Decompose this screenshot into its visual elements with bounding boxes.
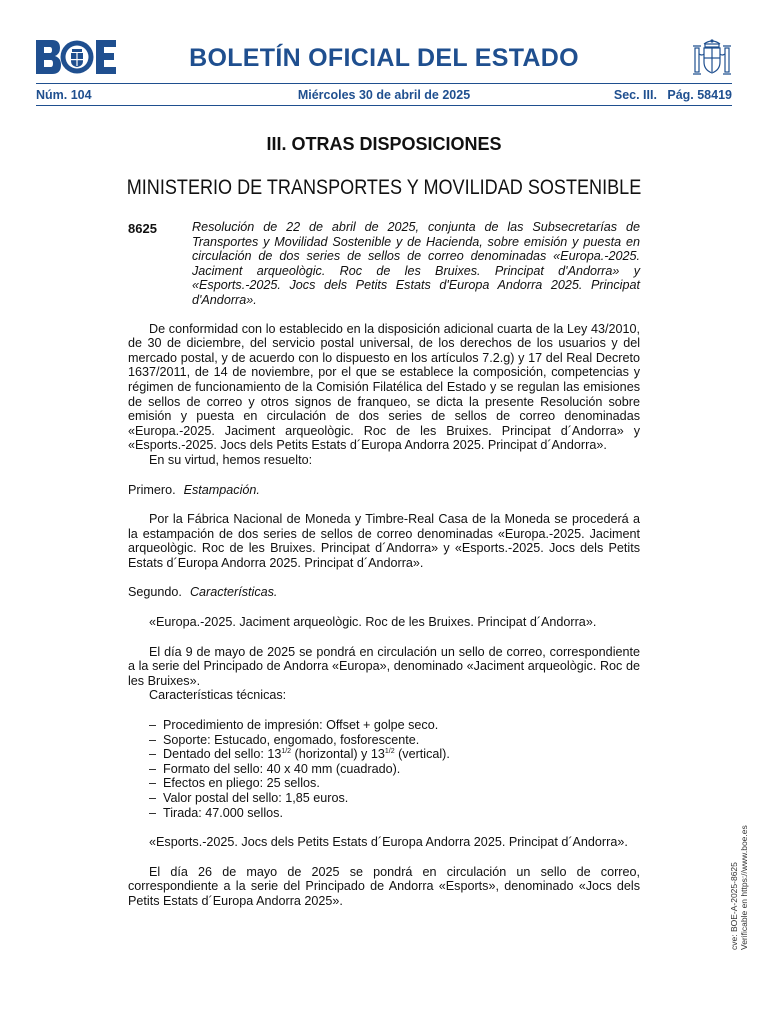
section-page: Sec. III. Pág. 58419 bbox=[613, 88, 732, 102]
cve-code: cve: BOE-A-2025-8625 bbox=[729, 862, 739, 950]
document-body bbox=[128, 220, 640, 909]
list-item: – Efectos en pliego: 25 sellos. bbox=[149, 776, 640, 791]
list-item: – Procedimiento de impresión: Offset + golpe seco. bbox=[149, 718, 640, 733]
paragraph: El día 9 de mayo de 2025 se pondrá en circulación un sello de correo, correspondiente a la serie del Principado de Andorra «Europa», denominado «Jaciment arqueològic. Roc de les Bruixes». bbox=[128, 644, 640, 688]
verification-note bbox=[729, 825, 749, 950]
paragraph: El día 26 de mayo de 2025 se pondrá en circulación un sello de correo, correspondiente a la serie del Principado de Andorra «Esports», denominado «Jocs dels Petits Estats d´Europa Andorra 2025». bbox=[128, 864, 640, 908]
article-label: Segundo. bbox=[128, 585, 182, 600]
paragraph: En su virtud, hemos resuelto: bbox=[149, 452, 313, 467]
list-item bbox=[149, 747, 640, 762]
list-item: – Valor postal del sello: 1,85 euros. bbox=[149, 791, 640, 806]
header-rule-top bbox=[36, 83, 732, 84]
paragraph: «Europa.-2025. Jaciment arqueològic. Roc de les Bruixes. Principat d´Andorra». bbox=[149, 615, 597, 630]
list-item-text: Dentado del sello: 13 bbox=[163, 747, 282, 762]
resolution-summary: Resolución de 22 de abril de 2025, conjunta de las Subsecretarías de Transportes y Movilidad Sostenible y de Hacienda, sobre emisión y puesta en circulación de dos series de sellos de correo denominadas «Europa.-2025. Jaciment arqueològic. Roc de les Bruixes. Principat d'Andorra» y «Esports.-2025. Jocs dels Petits Estats d'Europa Andorra 2025. Principat d'Andorra». bbox=[192, 220, 640, 307]
article-title: Características. bbox=[189, 585, 278, 600]
article-heading bbox=[128, 483, 640, 498]
bulletin-title: BOLETÍN OFICIAL DEL ESTADO bbox=[189, 44, 579, 72]
resolution-header bbox=[128, 220, 640, 308]
issue-date: Miércoles 30 de abril de 2025 bbox=[297, 88, 471, 102]
article-heading bbox=[128, 585, 640, 600]
superscript: 1/2 bbox=[281, 748, 292, 756]
list-item: – Formato del sello: 40 x 40 mm (cuadrado). bbox=[149, 762, 640, 777]
paragraph: Características técnicas: bbox=[149, 688, 287, 703]
list-item: – Tirada: 47.000 sellos. bbox=[149, 806, 640, 821]
article-label: Primero. bbox=[128, 482, 176, 497]
paragraph: «Esports.-2025. Jocs dels Petits Estats d´Europa Andorra 2025. Principat d´Andorra». bbox=[149, 835, 628, 850]
ministry-title: MINISTERIO DE TRANSPORTES Y MOVILIDAD SOSTENIBLE bbox=[126, 176, 642, 199]
verify-link[interactable]: Verificable en https://www.boe.es bbox=[739, 825, 749, 950]
issue-number: Núm. 104 bbox=[36, 88, 92, 102]
list-item-text: (vertical). bbox=[394, 747, 450, 762]
list-item-text: (horizontal) y 13 bbox=[291, 747, 385, 762]
superscript: 1/2 bbox=[384, 748, 395, 756]
technical-list bbox=[128, 718, 640, 820]
paragraph: De conformidad con lo establecido en la disposición adicional cuarta de la Ley 43/2010, de 30 de diciembre, del servicio postal universal, de los derechos de los usuarios y del mercado postal, y de acuerdo con lo dispuesto en los artículos 7.2.g) y 17 del Real Decreto 1637/2011, de 14 de noviembre, por el que se establece la composición, competencias y régimen de funcionamiento de la Comisión Filatélica del Estado y se regulan las emisiones de sellos de correo y otros signos de franqueo, se dicta la presente Resolución sobre emisión y puesta en circulación de dos series de sellos de correo denominadas «Europa.-2025. Jaciment arqueològic. Roc de les Bruixes. Principat d´Andorra» y «Esports.-2025. Jocs dels Petits Estats d´Europa Andorra 2025. Principat d´Andorra». bbox=[128, 321, 640, 453]
resolution-number: 8625 bbox=[128, 221, 157, 236]
list-item: – Soporte: Estucado, engomado, fosforescente. bbox=[149, 733, 640, 748]
section-title: III. OTRAS DISPOSICIONES bbox=[266, 134, 502, 154]
article-title: Estampación. bbox=[183, 482, 260, 497]
paragraph: Por la Fábrica Nacional de Moneda y Timbre-Real Casa de la Moneda se procederá a la estampación de dos series de sellos de correo denominadas «Europa.-2025. Jaciment arqueològic. Roc de les Bruixes. Principat d´Andorra» y «Esports.-2025. Jocs dels Petits Estats d´Europa Andorra 2025. Principat d´Andorra». bbox=[128, 512, 640, 570]
coat-of-arms-icon bbox=[690, 36, 734, 80]
header-rule-bottom bbox=[36, 105, 732, 106]
